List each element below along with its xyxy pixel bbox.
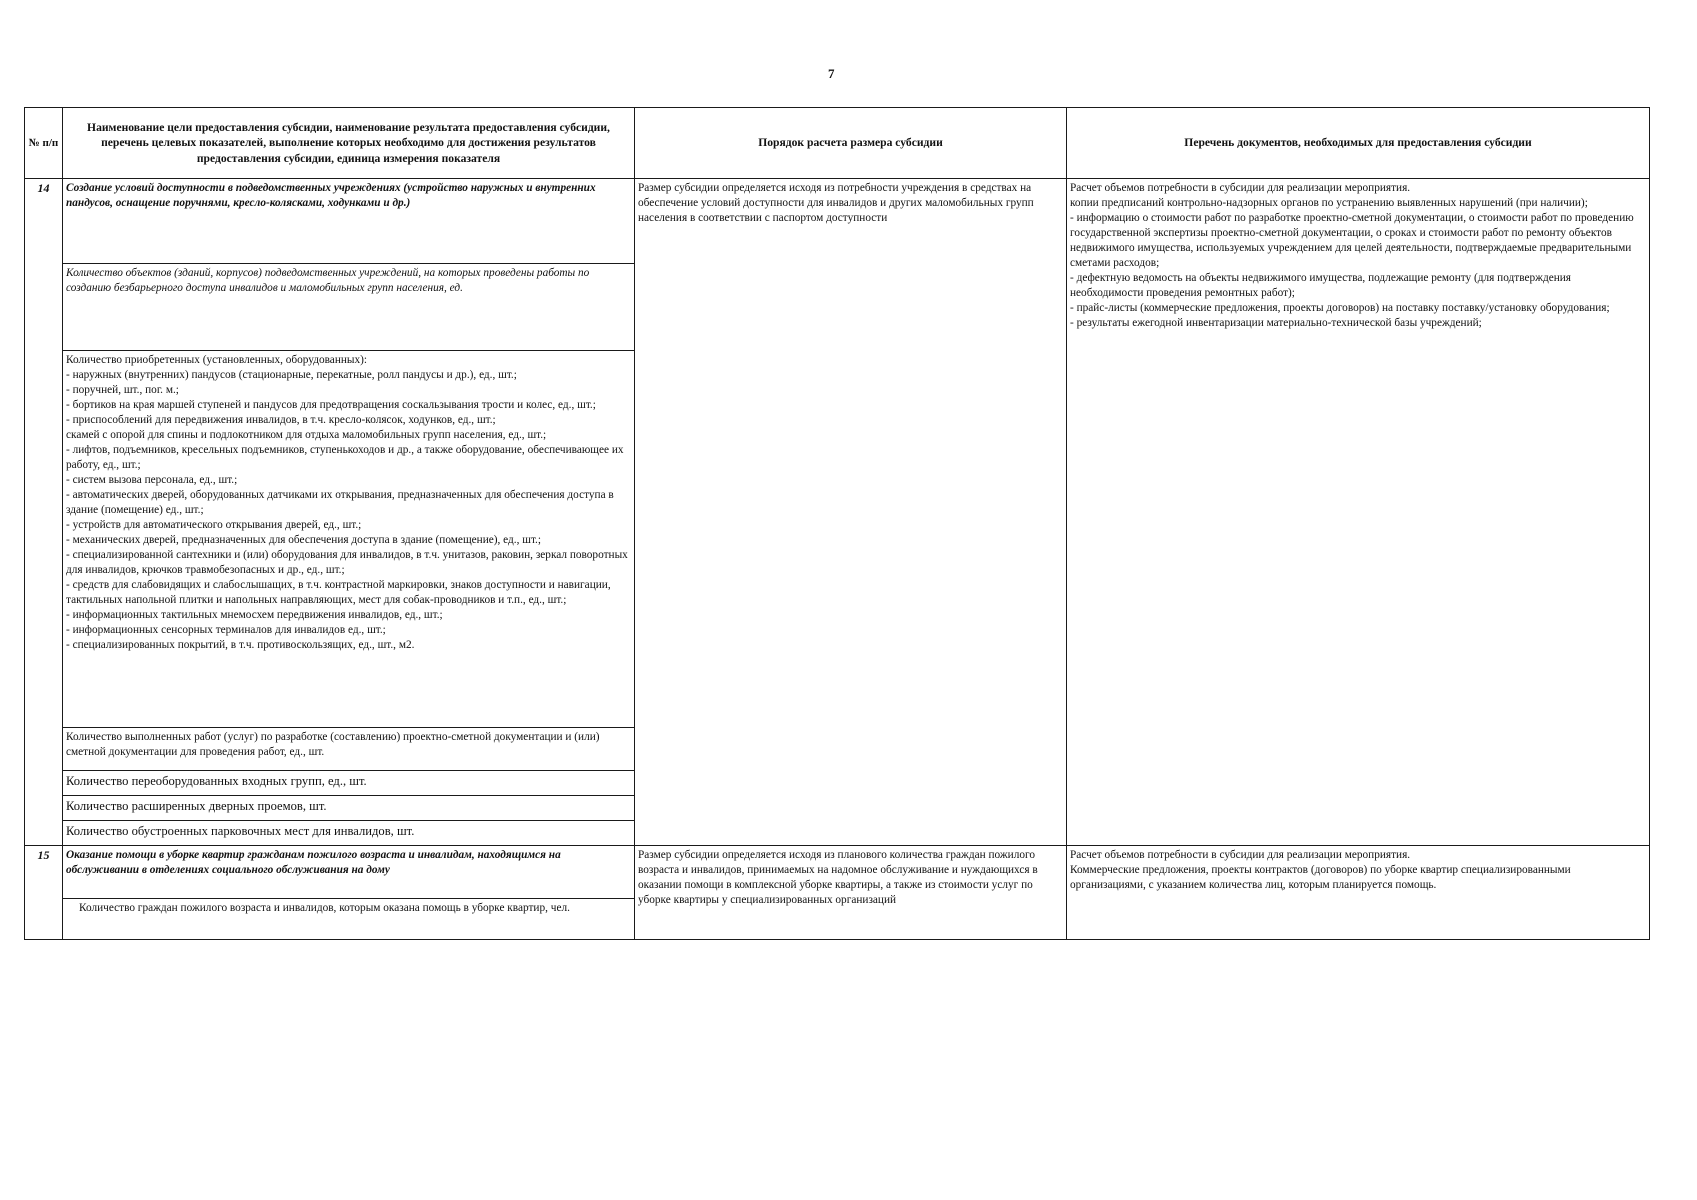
goal-cell: Создание условий доступности в подведомственных учреждениях (устройство наружных и внутренних пандусов, оснащение поручнями, кресло-колясками, ходунками и др.) <box>63 179 635 264</box>
header-calc: Порядок расчета размера субсидии <box>635 108 1067 179</box>
header-name: Наименование цели предоставления субсидии, наименование результата предоставления субсидии, перечень целевых показателей, выполнение которых необходимо для достижения результатов предоставления субсидии, единица измерения показателя <box>63 108 635 179</box>
page-number: 7 <box>828 66 835 81</box>
header-docs: Перечень документов, необходимых для предоставления субсидии <box>1067 108 1650 179</box>
indicator-cell: Количество приобретенных (установленных, оборудованных): - наружных (внутренних) пандусов (стационарные, перекатные, ролл пандусы и др.), ед., шт.; - поручней, шт., пог. м.; - бортиков на края маршей ступеней и пандусов для предотвращения соскальзывания трости и колес, ед., шт.; - приспособлений для передвижения инвалидов, в т.ч. кресло-колясок, ходунков, ед., шт.; скамей с опорой для спины и подлокотником для отдыха маломобильных групп населения, ед., шт.; - лифтов, подъемников, кресельных подъемников, ступенькоходов и др., а также оборудование, обеспечивающее их работу, ед., шт.; - систем вызова персонала, ед., шт.; - автоматических дверей, оборудованных датчиками их открывания, предназначенных для обеспечения доступа в здание (помещение) ед., шт.; - устройств для автоматического открывания дверей, ед., шт.; - механических дверей, предназначенных для обеспечения доступа в здание (помещение), ед., шт.; - специализированной сантехники и (или) оборудования для инвалидов, в т.ч. унитазов, раковин, зеркал поворотных для инвалидов, крючков травмобезопасных и др., ед., шт.; - средств для слабовидящих и слабослышащих, в т.ч. контрастной маркировки, знаков доступности и навигации, тактильных напольной плитки и напольных направляющих, мест для собак-проводников и т.п., ед., шт.; - информационных тактильных мнемосхем передвижения инвалидов, ед., шт.; - информационных сенсорных терминалов для инвалидов ед., шт.; - специализированных покрытий, в т.ч. противоскользящих, ед., шт., м2. <box>63 351 635 728</box>
header-num: № п/п <box>25 108 63 179</box>
indicator-cell: Количество обустроенных парковочных мест для инвалидов, шт. <box>63 821 635 846</box>
goal-cell: Оказание помощи в уборке квартир гражданам пожилого возраста и инвалидам, находящимся на обслуживании в отделениях социального обслуживания на дому <box>63 846 635 899</box>
docs-cell: Расчет объемов потребности в субсидии для реализации мероприятия. копии предписаний контрольно-надзорных органов по устранению выявленных нарушений (при наличии); - информацию о стоимости работ по разработке проектно-сметной документации, о стоимости работ по проведению государственной экспертизы проектно-сметной документации, о сроках и стоимости работ по ремонту объектов недвижимого имущества, используемых учреждением для целей деятельности, подтверждаемые предварительными сметами расходов; - дефектную ведомость на объекты недвижимого имущества, подлежащие ремонту (для подтверждения необходимости проведения ремонтных работ); - прайс-листы (коммерческие предложения, проекты договоров) на поставку поставку/установку оборудования; - результаты ежегодной инвентаризации материально-технической базы учреждений; <box>1067 179 1650 846</box>
table-row <box>25 846 1650 899</box>
indicator-cell: Количество выполненных работ (услуг) по разработке (составлению) проектно-сметной документации и (или) сметной документации для проведения работ, ед., шт. <box>63 728 635 771</box>
indicator-cell: Количество переоборудованных входных групп, ед., шт. <box>63 771 635 796</box>
table-row <box>25 179 1650 264</box>
subsidy-table <box>24 107 1650 940</box>
indicator-cell: Количество объектов (зданий, корпусов) подведомственных учреждений, на которых проведены работы по созданию безбарьерного доступа инвалидов и маломобильных групп населения, ед. <box>63 264 635 351</box>
indicator-cell: Количество граждан пожилого возраста и инвалидов, которым оказана помощь в уборке квартир, чел. <box>63 899 635 940</box>
table-header-row <box>25 108 1650 179</box>
calc-cell: Размер субсидии определяется исходя из планового количества граждан пожилого возраста и инвалидов, принимаемых на надомное обслуживание и нуждающихся в оказании помощи в комплексной уборке квартиры, а также из стоимости услуг по уборке квартиры у специализированных организаций <box>635 846 1067 940</box>
row-number: 15 <box>25 846 63 940</box>
calc-cell: Размер субсидии определяется исходя из потребности учреждения в средствах на обеспечение условий доступности для инвалидов и других маломобильных групп населения в соответствии с паспортом доступности <box>635 179 1067 846</box>
row-number: 14 <box>25 179 63 846</box>
docs-cell: Расчет объемов потребности в субсидии для реализации мероприятия. Коммерческие предложения, проекты контрактов (договоров) по уборке квартир специализированными организациями, с указанием количества лиц, которым планируется помощь. <box>1067 846 1650 940</box>
indicator-cell: Количество расширенных дверных проемов, шт. <box>63 796 635 821</box>
